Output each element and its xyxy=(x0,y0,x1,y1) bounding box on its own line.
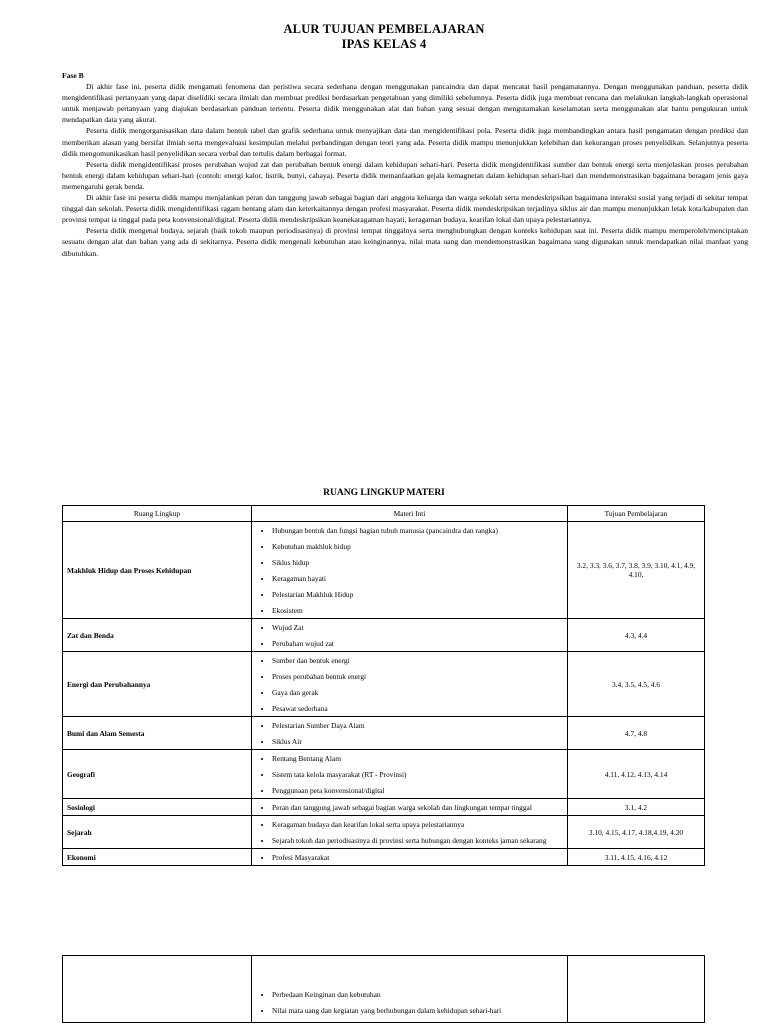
intro-paragraph: Di akhir fase ini peserta didik mampu menjalankan peran dan tanggung jawab sebagai bagian dari anggota keluarga dan warga sekolah serta mendeskripsikan bagaimana interaksi sosial yang terjadi di sekitar tempat tinggal dan sekolah. Peserta didik mengidentifikasi ragam bentang alam dan keterkaitannya dengan profesi masyarakat. Peserta didik mendeskripsikan terjadinya siklus air dan mampu menunjukkan letak kota/kabupaten dan provinsi tempat ia tinggal pada peta konvensional/digital. Peserta didik mendeskripsikan keanekaragaman hayati, keragaman budaya, kearifan lokal dan upaya pelestariannya. xyxy=(62,193,748,225)
materi-item: • Pesawat sederhana xyxy=(272,700,563,716)
materi-item: • Ekosistem xyxy=(272,602,563,618)
materi-item: • Perbedaan Keinginan dan kebutuhan xyxy=(272,986,563,1002)
tp-cell: 3.1, 4.2 xyxy=(568,799,705,816)
scope-cell: Energi dan Perubahannya xyxy=(63,652,252,717)
materi-item: • Penggunaan peta konvensional/digital xyxy=(272,782,563,798)
materi-item: • Perubahan wujud zat xyxy=(272,635,563,651)
materi-item: • Proses perubahan bentuk energi xyxy=(272,668,563,684)
document-subtitle: IPAS KELAS 4 xyxy=(341,37,427,51)
intro-paragraph: Peserta didik mengidentifikasi proses perubahan wujud zat dan perubahan bentuk energi dalam kehidupan sehari-hari. Peserta didik mengidentifikasi sumber dan bentuk energi serta menjelaskan proses perubahan bentuk energi dalam kehidupan sehari-hari (contoh: energi kalor, listrik, bunyi, cahaya). Peserta didik memanfaatkan gejala kemagnetan dalam kehidupan sehari-hari dan mendemonstrasikan bagaimana beragam jenis gaya memengaruhi gerak benda. xyxy=(62,159,748,191)
intro-paragraph: Di akhir fase ini, peserta didik mengamati fenomena dan peristiwa secara sederhana dengan menggunakan pancaindra dan dapat mencatat hasil pengamatannya. Dengan menggunakan panduan, peserta didik mengidentifikasi pertanyaan yang dapat diselidiki secara ilmiah dan membuat prediksi berdasarkan pengetahuan yang dimiliki sebelumnya. Peserta didik juga membuat rencana dan melakukan langkah-langkah operasional untuk menjawab pertanyaan yang diajukan berdasarkan panduan tertentu. Peserta didik menggunakan alat dan bahan yang sesuai dengan mengutamakan keselamatan serta menggunakan alat bantu pengukuran untuk mendapatkan data yang akurat. xyxy=(62,82,748,125)
table-row xyxy=(63,619,705,652)
table-row xyxy=(63,956,705,1023)
materi-item: • Siklus hidup xyxy=(272,554,563,570)
document-title: ALUR TUJUAN PEMBELAJARAN xyxy=(283,22,485,36)
header-materi-inti: Materi Inti xyxy=(252,506,568,522)
table-row xyxy=(63,652,705,717)
materi-cell xyxy=(252,717,568,750)
materi-item: • Nilai mata uang dan kegiatan yang berhubungan dalam kehidupan sehari-hari xyxy=(272,1002,563,1018)
materi-item: • Kebutuhan makhluk hidup xyxy=(272,538,563,554)
intro-paragraph: Peserta didik mengenal budaya, sejarah (baik tokoh maupun periodisasinya) di provinsi tempat tinggalnya serta menghubungkan dengan konteks kehidupan saat ini. Peserta didik mampu memperoleh/menciptakan sesuatu dengan alat dan bahan yang ada di sekitarnya. Peserta didik mengenali kebutuhan atau keinginannya, nilai mata uang dan mendemonstrasikan bagaimana uang digunakan untuk mendapatkan nilai manfaat yang dibutuhkan. xyxy=(62,226,748,258)
scope-cell: Zat dan Benda xyxy=(63,619,252,652)
materi-table-continued xyxy=(62,955,705,1023)
tp-cell: 4.11, 4.12, 4.13, 4.14 xyxy=(568,750,705,799)
header-tujuan-pembelajaran: Tujuan Pembelajaran xyxy=(568,506,705,522)
materi-item: • Peran dan tanggung jawab sebagai bagian warga sekolah dan lingkungan tempat tinggal xyxy=(272,799,563,815)
materi-cell xyxy=(252,956,568,1023)
materi-item: • Siklus Air xyxy=(272,733,563,749)
table-row xyxy=(63,799,705,816)
materi-item: • Profesi Masyarakat xyxy=(272,849,563,865)
materi-cell xyxy=(252,816,568,849)
scope-cell: Ekonomi xyxy=(63,849,252,866)
materi-item: • Keragaman hayati xyxy=(272,570,563,586)
table-row xyxy=(63,717,705,750)
scope-cell: Geografi xyxy=(63,750,252,799)
table-row xyxy=(63,849,705,866)
materi-item: • Wujud Zat xyxy=(272,619,563,635)
tp-cell: 3.2, 3.3, 3.6, 3.7, 3.8, 3.9, 3.10, 4.1, 4.9, 4.10, xyxy=(568,522,705,619)
scope-cell: Sejarah xyxy=(63,816,252,849)
scope-cell: Sosiologi xyxy=(63,799,252,816)
materi-cell xyxy=(252,799,568,816)
materi-item: • Hubungan bentuk dan fungsi bagian tubuh manusia (pancaindra dan rangka) xyxy=(272,522,563,538)
header-ruang-lingkup: Ruang Lingkup xyxy=(63,506,252,522)
materi-item: • Keragaman budaya dan kearifan lokal serta upaya pelestariannya xyxy=(272,816,563,832)
tp-cell: 4.7, 4.8 xyxy=(568,717,705,750)
materi-cell xyxy=(252,619,568,652)
scope-cell: Makhluk Hidup dan Proses Kehidupan xyxy=(63,522,252,619)
table-header-row xyxy=(63,506,705,522)
tp-cell xyxy=(568,956,705,1023)
intro-paragraph: Peserta didik mengorganisasikan data dalam bentuk tabel dan grafik sederhana untuk menyajikan data dan mengidentifikasi pola. Peserta didik juga membandingkan antara hasil pengamatan dengan prediksi dan memberikan alasan yang bersifat ilmiah serta mengevaluasi kesimpulan melalui perbandingan dengan teori yang ada. Peserta didik mampu menunjukkan kelebihan dan kekurangan proses penyelidikan. Selanjutnya peserta didik mengomunikasikan hasil penyelidikan secara verbal dan tertulis dalam berbagai format. xyxy=(62,126,748,158)
materi-cell xyxy=(252,750,568,799)
tp-cell: 3.10, 4.15, 4.17, 4.18,4.19, 4.20 xyxy=(568,816,705,849)
materi-item: • Pelestarian Makhluk Hidup xyxy=(272,586,563,602)
materi-item: • Rentang Bentang Alam xyxy=(272,750,563,766)
scope-cell xyxy=(63,956,252,1023)
table-row xyxy=(63,750,705,799)
tp-cell: 3.4, 3.5, 4.5, 4.6 xyxy=(568,652,705,717)
tp-cell: 4.3, 4.4 xyxy=(568,619,705,652)
materi-item: • Sumber dan bentuk energi xyxy=(272,652,563,668)
materi-item: • Sejarah tokoh dan periodisasinya di provinsi serta hubungan dengan konteks jaman sekarang xyxy=(272,832,563,848)
materi-item: • Gaya dan gerak xyxy=(272,684,563,700)
materi-table xyxy=(62,505,705,866)
tp-cell: 3.11, 4.15, 4.16, 4.12 xyxy=(568,849,705,866)
materi-cell xyxy=(252,849,568,866)
materi-item: • Pelestarian Sumber Daya Alam xyxy=(272,717,563,733)
materi-item: • Sistem tata kelola masyarakat (RT - Provinsi) xyxy=(272,766,563,782)
table-row xyxy=(63,816,705,849)
table-row xyxy=(63,522,705,619)
materi-cell xyxy=(252,522,568,619)
scope-cell: Bumi dan Alam Semesta xyxy=(63,717,252,750)
intro-section xyxy=(62,70,748,259)
fase-label: Fase B xyxy=(62,71,84,80)
materi-cell xyxy=(252,652,568,717)
materi-section-title: RUANG LINGKUP MATERI xyxy=(323,488,445,498)
